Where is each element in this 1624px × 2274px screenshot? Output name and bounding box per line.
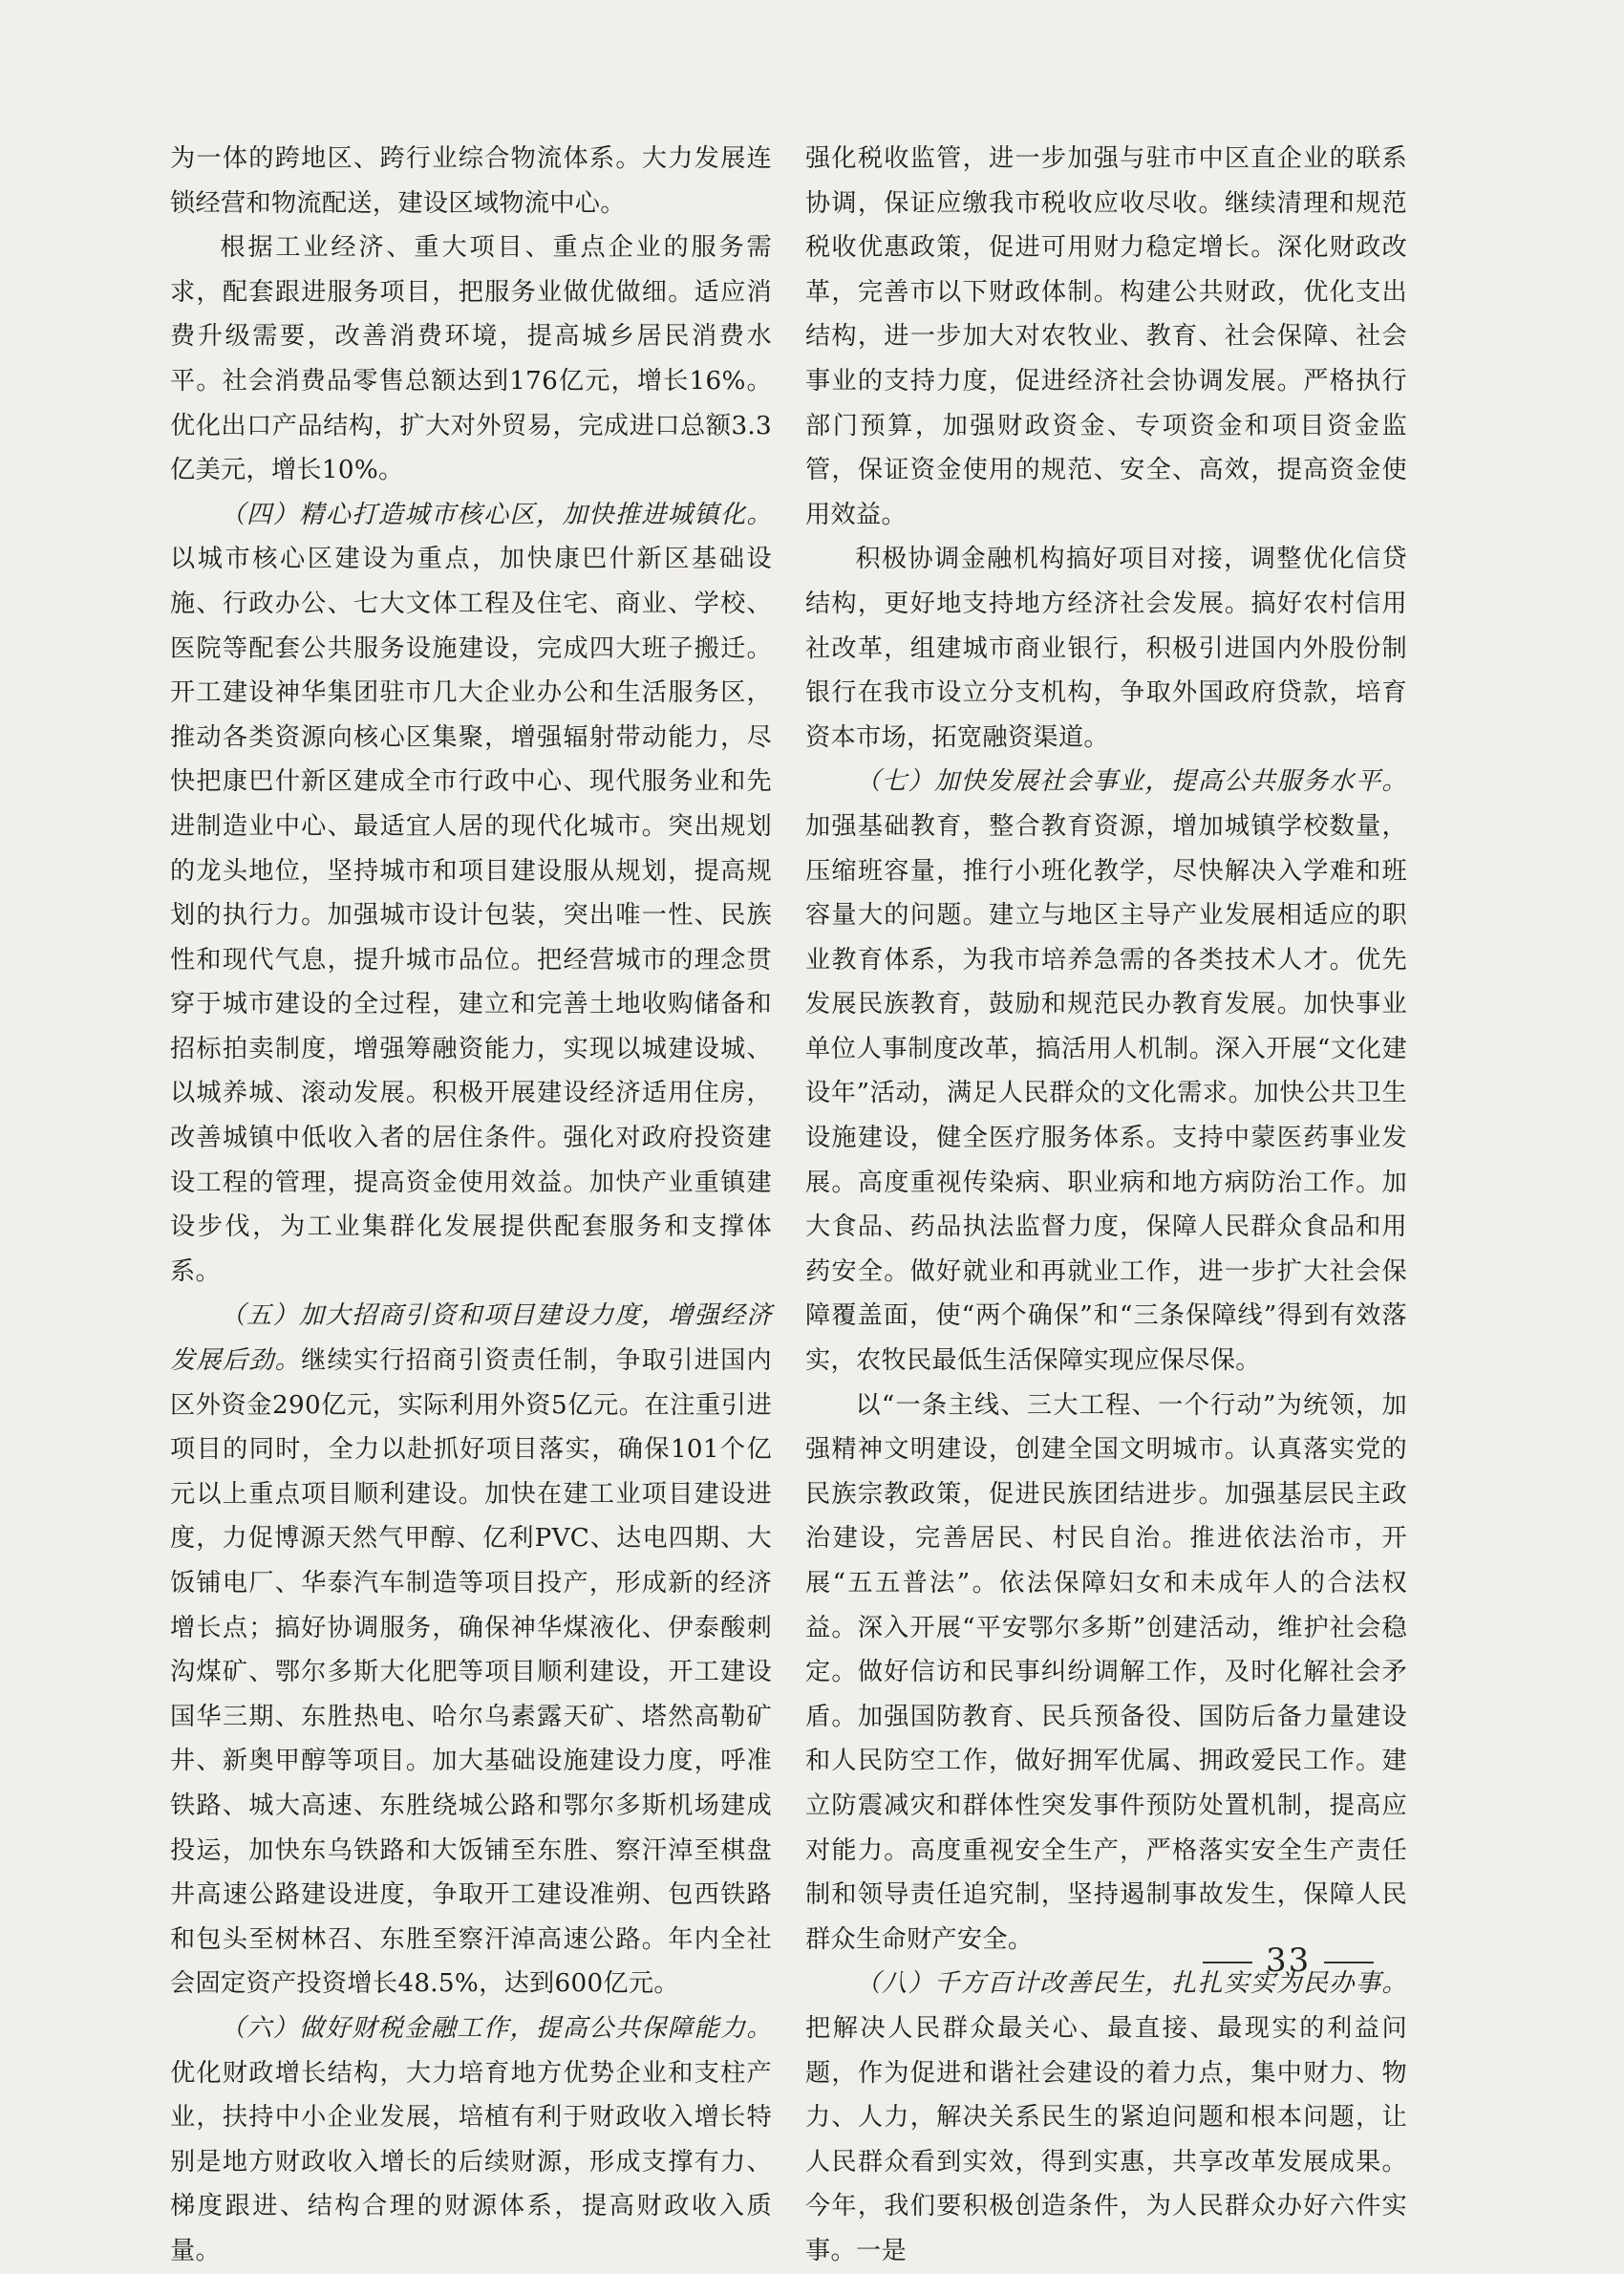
- dash-left: [1203, 1962, 1252, 1963]
- section-body: 优化财政增长结构，大力培育地方优势企业和支柱产业，扶持中小企业发展，培植有利于财政收入增长特别是地方财政收入增长的后续财源，形成支撑有力、梯度跟进、结构合理的财源体系，提高财政收入质量。: [170, 2058, 772, 2265]
- paragraph: 为一体的跨地区、跨行业综合物流体系。大力发展连锁经营和物流配送，建设区域物流中心。: [170, 144, 772, 218]
- paragraph: 积极协调金融机构搞好项目对接，调整优化信贷结构，更好地支持地方经济社会发展。搞好农村信用社改革，组建城市商业银行，积极引进国内外股份制银行在我市设立分支机构，争取外国政府贷款，培育资本市场，拓宽融资渠道。: [805, 545, 1407, 752]
- section-heading: （八）千方百计改善民生，扎扎实实为民办事。: [855, 1969, 1407, 1999]
- section-heading: （七）加快发展社会事业，提高公共服务水平。: [855, 767, 1407, 797]
- section-paragraph: [170, 493, 772, 1295]
- section-paragraph: [805, 1962, 1407, 2273]
- paragraph: 以“一条主线、三大工程、一个行动”为统领，加强精神文明建设，创建全国文明城市。认真落实党的民族宗教政策，促进民族团结进步。加强基层民主政治建设，完善居民、村民自治。推进依法治市，开展“五五普法”。依法保障妇女和未成年人的合法权益。深入开展“平安鄂尔多斯”创建活动，维护社会稳定。做好信访和民事纠纷调解工作，及时化解社会矛盾。加强国防教育、民兵预备役、国防后备力量建设和人民防空工作，做好拥军优属、拥政爱民工作。建立防震减灾和群体性突发事件预防处置机制，提高应对能力。高度重视安全生产，严格落实安全生产责任制和领导责任追究制，坚持遏制事故发生，保障人民群众生命财产安全。: [805, 1390, 1407, 1954]
- page-number-text: 33: [1266, 1941, 1312, 1980]
- page-number: [1189, 1941, 1387, 1980]
- section-body: 继续实行招商引资责任制，争取引进国内区外资金290亿元，实际利用外资5亿元。在注重引进项目的同时，全力以赴抓好项目落实，确保101个亿元以上重点项目顺利建设。加快在建工业项目建设进度，力促博源天然气甲醇、亿利PVC、达电四期、大饭铺电厂、华泰汽车制造等项目投产，形成新的经济增长点；搞好协调服务，确保神华煤液化、伊泰酸刺沟煤矿、鄂尔多斯大化肥等项目顺利建设，开工建设国华三期、东胜热电、哈尔乌素露天矿、塔然高勒矿井、新奥甲醇等项目。加大基础设施建设力度，呼准铁路、城大高速、东胜绕城公路和鄂尔多斯机场建成投运，加快东乌铁路和大饭铺至东胜、察汗淖至棋盘井高速公路建设进度，争取开工建设准朔、包西铁路和包头至树林召、东胜至察汗淖高速公路。年内全社会固定资产投资增长48.5%，达到600亿元。: [170, 1346, 773, 1999]
- paragraph: 强化税收监管，进一步加强与驻市中区直企业的联系协调，保证应缴我市税收应收尽收。继续清理和规范税收优惠政策，促进可用财力稳定增长。深化财政改革，完善市以下财政体制。构建公共财政，优化支出结构，进一步加大对农牧业、教育、社会保障、社会事业的支持力度，促进经济社会协调发展。严格执行部门预算，加强财政资金、专项资金和项目资金监管，保证资金使用的规范、安全、高效，提高资金使用效益。: [805, 144, 1407, 529]
- section-heading: （五）加大招商引资和项目建设力度，增强经济发展后劲。: [170, 1301, 772, 1376]
- section-body: 加强基础教育，整合教育资源，增加城镇学校数量，压缩班容量，推行小班化教学，尽快解决入学难和班容量大的问题。建立与地区主导产业发展相适应的职业教育体系，为我市培养急需的各类技术人才。优先发展民族教育，鼓励和规范民办教育发展。加快事业单位人事制度改革，搞活用人机制。深入开展“文化建设年”活动，满足人民群众的文化需求。加快公共卫生设施建设，健全医疗服务体系。支持中蒙医药事业发展。高度重视传染病、职业病和地方病防治工作。加大食品、药品执法监督力度，保障人民群众食品和用药安全。做好就业和再就业工作，进一步扩大社会保障覆盖面，使“两个确保”和“三条保障线”得到有效落实，农牧民最低生活保障实现应保尽保。: [805, 811, 1407, 1376]
- section-body: 以城市核心区建设为重点，加快康巴什新区基础设施、行政办公、七大文体工程及住宅、商业、学校、医院等配套公共服务设施建设，完成四大班子搬迁。开工建设神华集团驻市几大企业办公和生活服务区，推动各类资源向核心区集聚，增强辐射带动能力，尽快把康巴什新区建成全市行政中心、现代服务业和先进制造业中心、最适宜人居的现代化城市。突出规划的龙头地位，坚持城市和项目建设服从规划，提高规划的执行力。加强城市设计包装，突出唯一性、民族性和现代气息，提升城市品位。把经营城市的理念贯穿于城市建设的全过程，建立和完善土地收购储备和招标拍卖制度，增强筹融资能力，实现以城建设城、以城养城、滚动发展。积极开展建设经济适用住房，改善城镇中低收入者的居住条件。强化对政府投资建设工程的管理，提高资金使用效益。加快产业重镇建设步伐，为工业集群化发展提供配套服务和支撑体系。: [170, 545, 772, 1286]
- section-body: 把解决人民群众最关心、最直接、最现实的利益问题，作为促进和谐社会建设的着力点，集中财力、物力、人力，解决关系民生的紧迫问题和根本问题，让人民群众看到实效，得到实惠，共享改革发展成果。今年，我们要积极创造条件，为人民群众办好六件实事。一是: [805, 2013, 1407, 2265]
- paragraph: 根据工业经济、重大项目、重点企业的服务需求，配套跟进服务项目，把服务业做优做细。适应消费升级需要，改善消费环境，提高城乡居民消费水平。社会消费品零售总额达到176亿元，增长16%。优化出口产品结构，扩大对外贸易，完成进口总额3.3亿美元，增长10%。: [170, 233, 772, 485]
- section-paragraph: [805, 760, 1407, 1383]
- section-paragraph: [170, 2006, 772, 2274]
- dash-right: [1324, 1962, 1374, 1963]
- section-heading: （六）做好财税金融工作，提高公共保障能力。: [220, 2013, 772, 2043]
- section-heading: （四）精心打造城市核心区，加快推进城镇化。: [220, 500, 772, 529]
- left-column: [170, 137, 772, 2274]
- section-paragraph: [170, 1294, 772, 2006]
